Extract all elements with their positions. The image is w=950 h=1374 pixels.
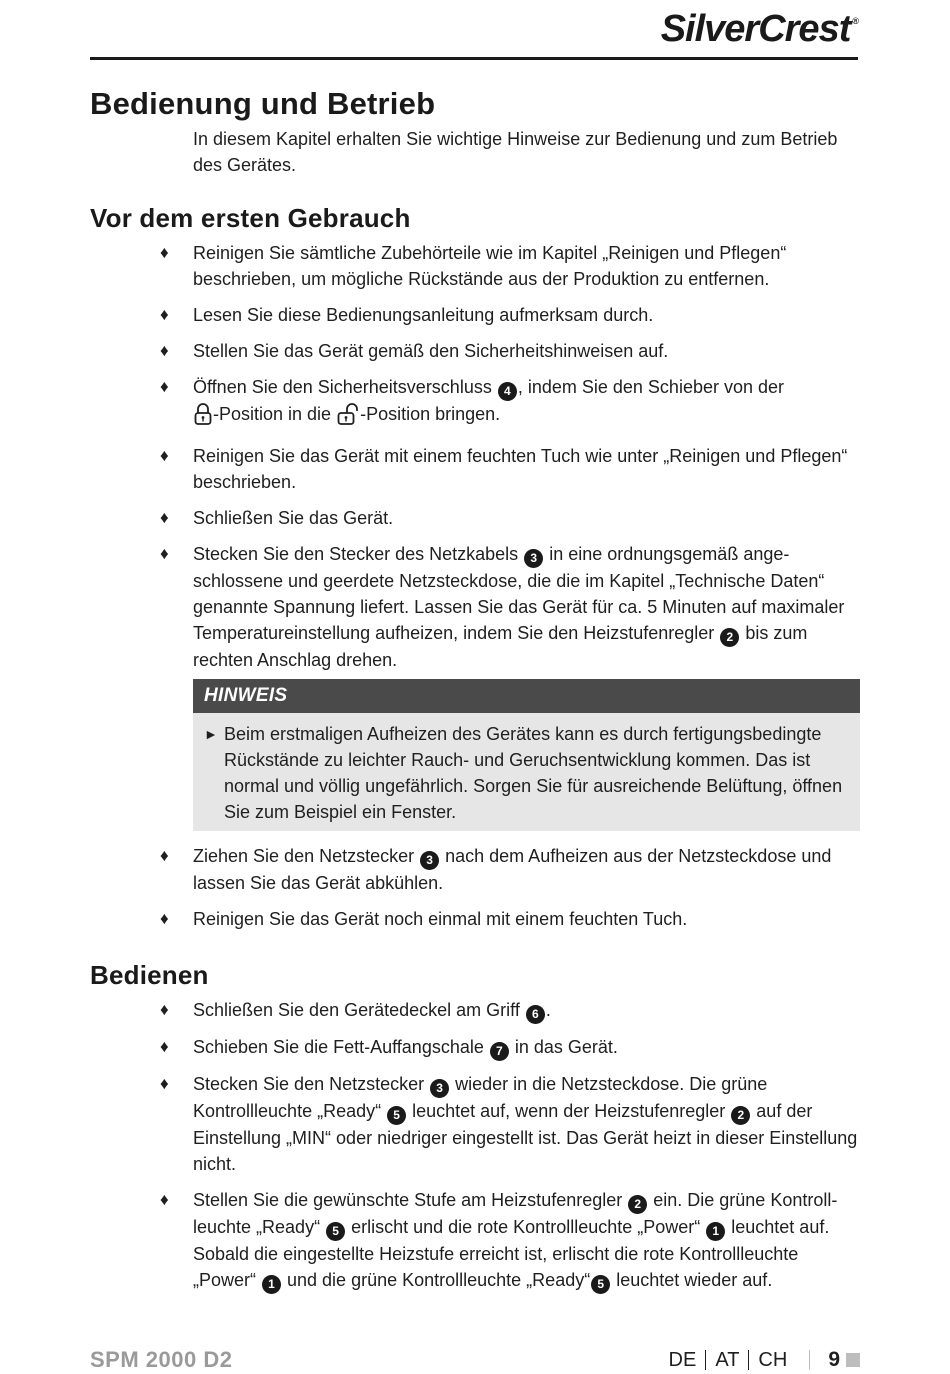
part-number-badge: 6 [526, 1005, 545, 1024]
part-number-badge: 4 [498, 382, 517, 401]
step-text: in das Gerät. [509, 1037, 618, 1057]
step-text: bis zum rechten Anschlag drehen. [193, 623, 808, 670]
step-text: Schließen Sie das Gerät. [193, 508, 394, 528]
locked-padlock-icon [194, 402, 212, 433]
list-item [90, 1071, 860, 1177]
diamond-bullet-icon: ♦ [160, 544, 169, 563]
part-number-badge: 2 [628, 1195, 647, 1214]
note-box [193, 679, 860, 831]
diamond-bullet-icon: ♦ [160, 1074, 169, 1093]
country-code: DE [668, 1348, 697, 1371]
step-text: Stecken Sie den Netzstecker [193, 1074, 430, 1094]
step-text: erlischt und die rote Kontrollleuchte „Power“ [346, 1217, 706, 1237]
operation-steps [90, 997, 860, 1294]
part-number-badge: 2 [720, 628, 739, 647]
step-text: wieder in die Netzsteckdose. Die grüne Kontrollleuchte „Ready“ [193, 1074, 768, 1121]
country-code: AT [715, 1348, 740, 1371]
unlocked-padlock-icon [337, 402, 359, 433]
note-heading: HINWEIS [193, 679, 860, 713]
diamond-bullet-icon: ♦ [160, 1190, 169, 1209]
part-number-badge: 3 [430, 1079, 449, 1098]
list-item [90, 505, 860, 531]
step-text: in eine ordnungsgemäß angeschlossene und geerdete Netzsteckdose, die die im Kapitel „Technische Daten“ genannte Spannung liefert. Lassen Sie das Gerät für ca. 5 Minuten auf maximaler Temperatureinstellung aufheizen, indem Sie den Heizstufenregler [193, 544, 845, 643]
step-text: Schließen Sie den Gerätedeckel am Griff [193, 1000, 525, 1020]
list-item [90, 997, 860, 1024]
step-text: Stellen Sie das Gerät gemäß den Sicherheitshinweisen auf. [193, 341, 669, 361]
divider [705, 1350, 706, 1370]
step-text: leuchtet wieder auf. [611, 1270, 773, 1290]
page-number: 9 [828, 1348, 840, 1371]
square-marker-icon [846, 1353, 860, 1367]
step-text: Öffnen Sie den Sicherheitsverschluss [193, 377, 497, 397]
diamond-bullet-icon: ♦ [160, 1000, 169, 1019]
list-item [90, 240, 860, 292]
first-use-steps [90, 240, 860, 673]
diamond-bullet-icon: ♦ [160, 1037, 169, 1056]
step-text: leuchtet auf. Sobald die eingestellte Heizstufe erreicht ist, erlischt die rote Kontrollleuchte „Power“ [193, 1217, 830, 1290]
list-item [90, 374, 860, 433]
part-number-badge: 3 [420, 851, 439, 870]
step-text: Reinigen Sie das Gerät noch einmal mit einem feuchten Tuch. [193, 909, 688, 929]
note-body [193, 713, 860, 831]
step-text: Reinigen Sie sämtliche Zubehörteile wie im Kapitel „Reinigen und Pflegen“ beschrieben, um mögliche Rückstände aus der Produktion zu entfernen. [193, 243, 787, 289]
step-text: Schieben Sie die Fett-Auffangschale [193, 1037, 489, 1057]
diamond-bullet-icon: ♦ [160, 508, 169, 527]
diamond-bullet-icon: ♦ [160, 341, 169, 360]
step-text: auf der Einstellung „MIN“ oder niedriger eingestellt ist. Das Gerät heizt in dieser Einstellung nicht. [193, 1101, 858, 1174]
list-item [90, 906, 860, 932]
part-number-badge: 5 [326, 1222, 345, 1241]
model-number: SPM 2000 D2 [90, 1347, 233, 1372]
diamond-bullet-icon: ♦ [160, 377, 169, 396]
list-item [90, 338, 860, 364]
step-text: und die grüne Kontrollleuchte „Ready“ [282, 1270, 591, 1290]
brand-name: SilverCrest [660, 8, 851, 50]
page-content [90, 86, 860, 1304]
list-item [90, 1187, 860, 1294]
first-use-steps-continued [90, 843, 860, 932]
step-text: Stecken Sie den Stecker des Netzkabels [193, 544, 524, 564]
part-number-badge: 1 [262, 1275, 281, 1294]
step-text: ein. Die grüne Kontrollleuchte „Ready“ [193, 1190, 838, 1237]
list-item [90, 302, 860, 328]
part-number-badge: 1 [706, 1222, 725, 1241]
part-number-badge: 5 [591, 1275, 610, 1294]
header-rule [90, 57, 858, 60]
section-title-operation: Bedienen [90, 960, 209, 990]
part-number-badge: 5 [387, 1106, 406, 1125]
divider [809, 1350, 810, 1370]
page-title: Bedienung und Betrieb [90, 86, 436, 121]
country-code: CH [758, 1348, 788, 1371]
diamond-bullet-icon: ♦ [160, 243, 169, 262]
arrow-right-icon: ► [204, 726, 218, 742]
part-number-badge: 2 [731, 1106, 750, 1125]
step-text: . [545, 1000, 551, 1020]
step-text: , indem Sie den Schieber von der [517, 377, 785, 397]
step-text: Ziehen Sie den Netzstecker [193, 846, 420, 866]
divider [748, 1350, 749, 1370]
note-text: Beim erstmaligen Aufheizen des Gerätes kann es durch fertigungsbedingte Rückstände zu leichter Rauch- und Geruchsentwicklung kommen. Das ist normal und völlig ungefährlich. Sorgen Sie für ausreichende Belüftung, öffnen Sie zum Beispiel ein Fenster. [224, 724, 843, 822]
diamond-bullet-icon: ♦ [160, 446, 169, 465]
diamond-bullet-icon: ♦ [160, 305, 169, 324]
intro-text: In diesem Kapitel erhalten Sie wichtige Hinweise zur Bedienung und zum Betrieb des Gerätes. [193, 129, 838, 175]
diamond-bullet-icon: ♦ [160, 846, 169, 865]
list-item [90, 541, 860, 673]
step-text: leuchtet auf, wenn der Heizstufenregler [407, 1101, 731, 1121]
footer-nav [669, 1348, 860, 1372]
step-text: Stellen Sie die gewünschte Stufe am Heizstufenregler [193, 1190, 628, 1210]
step-text: nach dem Aufheizen aus der Netzsteckdose und lassen Sie das Gerät abkühlen. [193, 846, 832, 893]
list-item [90, 1034, 860, 1061]
section-title-first-use: Vor dem ersten Gebrauch [90, 203, 411, 233]
brand-logo [661, 8, 858, 51]
step-text: Reinigen Sie das Gerät mit einem feuchten Tuch wie unter „Reinigen und Pflegen“ beschrieben. [193, 446, 848, 492]
step-text: -Position bringen. [360, 404, 501, 424]
list-item [90, 843, 860, 896]
diamond-bullet-icon: ♦ [160, 909, 169, 928]
step-text: -Position in die [213, 404, 337, 424]
step-text: Lesen Sie diese Bedienungsanleitung aufmerksam durch. [193, 305, 654, 325]
part-number-badge: 7 [490, 1042, 509, 1061]
registered-mark: ® [852, 16, 858, 26]
list-item [90, 443, 860, 495]
part-number-badge: 3 [524, 549, 543, 568]
